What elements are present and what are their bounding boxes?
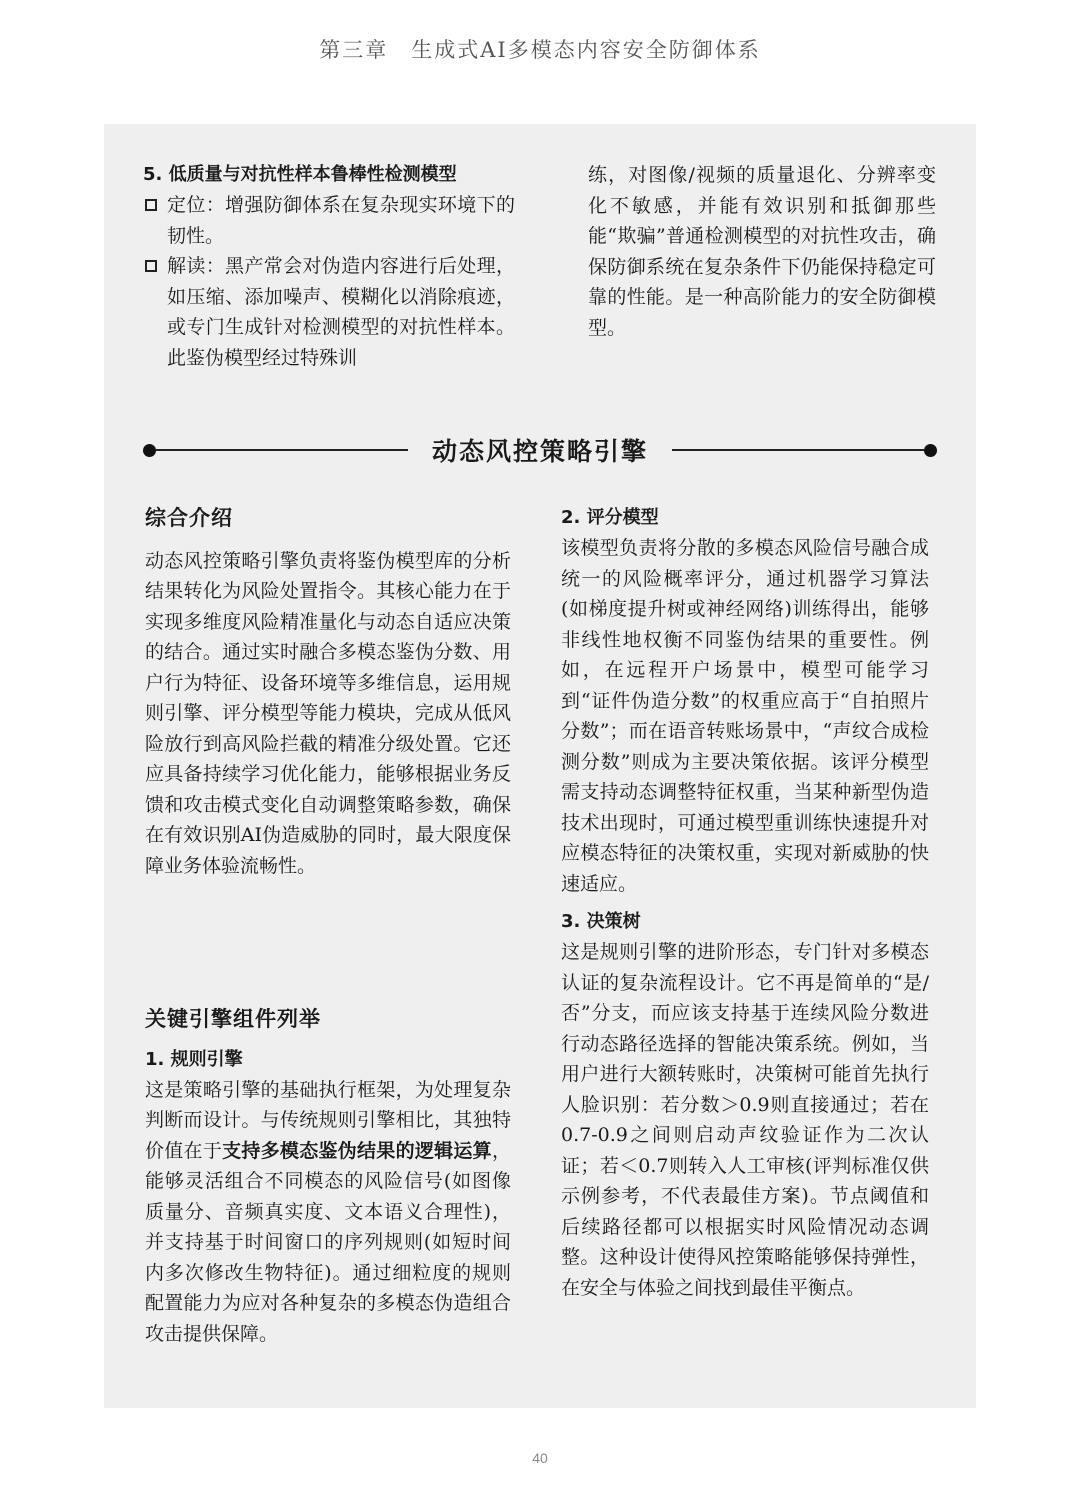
interpretation-bullet bbox=[143, 251, 515, 373]
page-number: 40 bbox=[532, 1450, 548, 1466]
divider-left-dot bbox=[143, 444, 156, 457]
rule-engine-emphasis: 支持多模态鉴伪结果的逻辑运算 bbox=[222, 1139, 492, 1162]
robustness-model-heading: 5. 低质量与对抗性样本鲁棒性检测模型 bbox=[143, 164, 457, 185]
rule-engine-heading: 1. 规则引擎 bbox=[145, 1048, 243, 1070]
section-divider bbox=[143, 432, 937, 468]
intro-section bbox=[145, 503, 511, 881]
checkbox-icon bbox=[145, 260, 157, 272]
decision-tree-heading: 3. 决策树 bbox=[561, 911, 641, 932]
scoring-model-body: 该模型负责将分散的多模态风险信号融合成统一的风险概率评分，通过机器学习算法(如梯度提升树或神经网络)训练得出，能够非线性地权衡不同鉴伪结果的重要性。例如，在远程开户场景中，模型可能学习到“证件伪造分数”的权重应高于“自拍照片分数”；而在语音转账场景中，“声纹合成检测分数”则成为主要决策依据。该评分模型需支持动态调整特征权重，当某种新型伪造技术出现时，可通过模型重训练快速提升对应模态特征的决策权重，实现对新威胁的快速适应。 bbox=[561, 537, 929, 895]
rule-engine-body bbox=[145, 1075, 511, 1350]
components-section bbox=[145, 1004, 511, 1349]
top-section-left bbox=[143, 160, 515, 373]
divider-right-dot bbox=[924, 444, 937, 457]
divider-right-line bbox=[672, 449, 924, 451]
top-section-right bbox=[588, 160, 936, 343]
checkbox-icon bbox=[145, 199, 157, 211]
positioning-text: 定位：增强防御体系在复杂现实环境下的韧性。 bbox=[167, 194, 515, 247]
rule-engine-text-2: ，能够灵活组合不同模态的风险信号(如图像质量分、音频真实度、文本语义合理性)，并支持基于时间窗口的序列规则(如短时间内多次修改生物特征)。通过细粒度的规则配置能力为应对各种复杂的多模态伪造组合攻击提供保障。 bbox=[145, 1139, 511, 1345]
interpretation-text: 解读：黑产常会对伪造内容进行后处理，如压缩、添加噪声、模糊化以消除痕迹，或专门生成针对检测模型的对抗性样本。此鉴伪模型经过特殊训 bbox=[167, 255, 515, 369]
interpretation-continued: 练，对图像/视频的质量退化、分辨率变化不敏感，并能有效识别和抵御那些能“欺骗”普通检测模型的对抗性攻击，确保防御系统在复杂条件下仍能保持稳定可靠的性能。是一种高阶能力的安全防御模型。 bbox=[588, 164, 936, 339]
components-heading: 关键引擎组件列举 bbox=[145, 1007, 321, 1031]
section-title: 动态风控策略引擎 bbox=[432, 437, 649, 466]
scoring-model-heading: 2. 评分模型 bbox=[561, 507, 659, 528]
right-components-column bbox=[561, 503, 929, 1303]
rule-engine-text-1: 这是策略引擎的基础执行框架，为处理复杂判断而设计。与传统规则引擎相比，其独特价值在于 bbox=[145, 1078, 511, 1162]
divider-left-line bbox=[156, 449, 408, 451]
chapter-header: 第三章 生成式AI多模态内容安全防御体系 bbox=[319, 38, 761, 62]
intro-heading: 综合介绍 bbox=[145, 506, 233, 530]
positioning-bullet bbox=[143, 190, 515, 251]
decision-tree-body: 这是规则引擎的进阶形态，专门针对多模态认证的复杂流程设计。它不再是简单的“是/否”分支，而应该支持基于连续风险分数进行动态路径选择的智能决策系统。例如，当用户进行大额转账时，决策树可能首先执行人脸识别：若分数＞0.9则直接通过；若在0.7-0.9之间则启动声纹验证作为二次认证；若＜0.7则转入人工审核(评判标准仅供示例参考，不代表最佳方案)。节点阈值和后续路径都可以根据实时风险情况动态调整。这种设计使得风控策略能够保持弹性，在安全与体验之间找到最佳平衡点。 bbox=[561, 941, 929, 1299]
intro-body: 动态风控策略引擎负责将鉴伪模型库的分析结果转化为风险处置指令。其核心能力在于实现多维度风险精准量化与动态自适应决策的结合。通过实时融合多模态鉴伪分数、用户行为特征、设备环境等多维信息，运用规则引擎、评分模型等能力模块，完成从低风险放行到高风险拦截的精准分级处置。它还应具备持续学习优化能力，能够根据业务反馈和攻击模式变化自动调整策略参数，确保在有效识别AI伪造威胁的同时，最大限度保障业务体验流畅性。 bbox=[145, 549, 511, 877]
